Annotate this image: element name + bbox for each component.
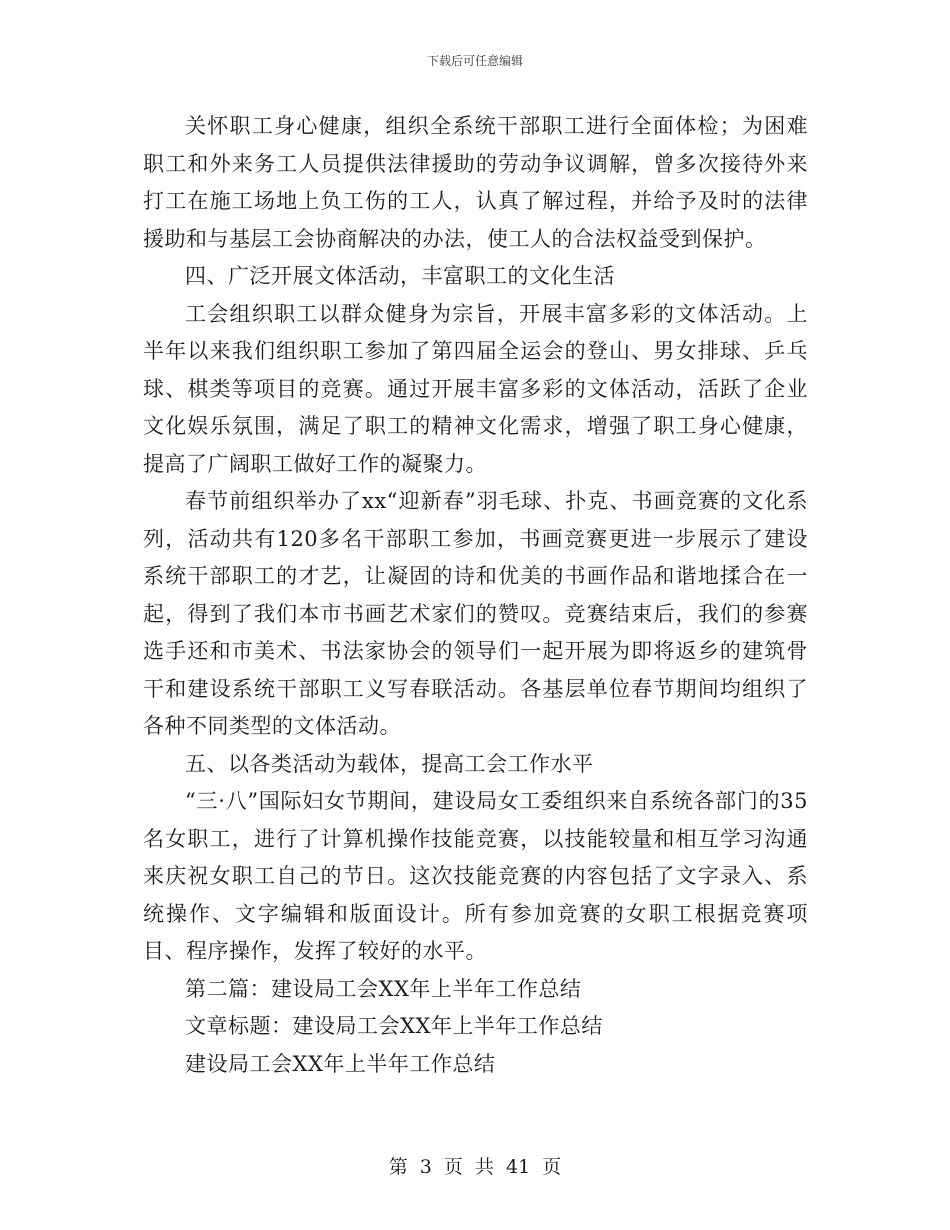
article-title: 文章标题：建设局工会XX年上半年工作总结: [185, 1014, 603, 1038]
paragraph-spring-festival: 春节前组织举办了xx“迎新春”羽毛球、扑克、书画竞赛的文化系列，活动共有120多名干部职工参加，书画竞赛更进一步展示了建设系统干部职工的才艺，让凝固的诗和优美的书画作品和谐地揉合在一起，得到了我们本市书画艺术家们的赞叹。竞赛结束后，我们的参赛选手还和市美术、书法家协会的领导们一起开展为即将返乡的建筑骨干和建设系统干部职工义写春联活动。各基层单位春节期间均组织了各种不同类型的文体活动。: [143, 489, 808, 738]
section-heading-culture: 四、广泛开展文体活动，丰富职工的文化生活: [185, 264, 615, 288]
document-title: 建设局工会XX年上半年工作总结: [185, 1051, 496, 1076]
document-body: [143, 108, 808, 1083]
page-header: 下载后可任意编辑: [426, 54, 523, 68]
chapter-heading: 第二篇：建设局工会XX年上半年工作总结: [185, 976, 582, 1001]
paragraph-womens-day: “三·八”国际妇女节期间，建设局女工委组织来自系统各部门的35名女职工，进行了计算机操作技能竞赛，以技能较量和相互学习沟通来庆祝女职工自己的节日。这次技能竞赛的内容包括了文字录入、系统操作、文字编辑和版面设计。所有参加竞赛的女职工根据竞赛项目、程序操作，发挥了较好的水平。: [143, 789, 808, 963]
paragraph-fitness: 工会组织职工以群众健身为宗旨，开展丰富多彩的文体活动。上半年以来我们组织职工参加了第四届全运会的登山、男女排球、乒乓球、棋类等项目的竞赛。通过开展丰富多彩的文体活动，活跃了企业文化娱乐氛围，满足了职工的精神文化需求，增强了职工身心健康，提高了广阔职工做好工作的凝聚力。: [143, 301, 808, 476]
page-footer: 第 3 页 共 41 页: [388, 1156, 562, 1178]
section-heading-activities: 五、以各类活动为载体，提高工会工作水平: [185, 751, 594, 776]
paragraph-care-health: 关怀职工身心健康，组织全系统干部职工进行全面体检；为困难职工和外来务工人员提供法律援助的劳动争议调解，曾多次接待外来打工在施工场地上负工伤的工人，认真了解过程，并给予及时的法律援助和与基层工会协商解决的办法，使工人的合法权益受到保护。: [143, 114, 808, 251]
